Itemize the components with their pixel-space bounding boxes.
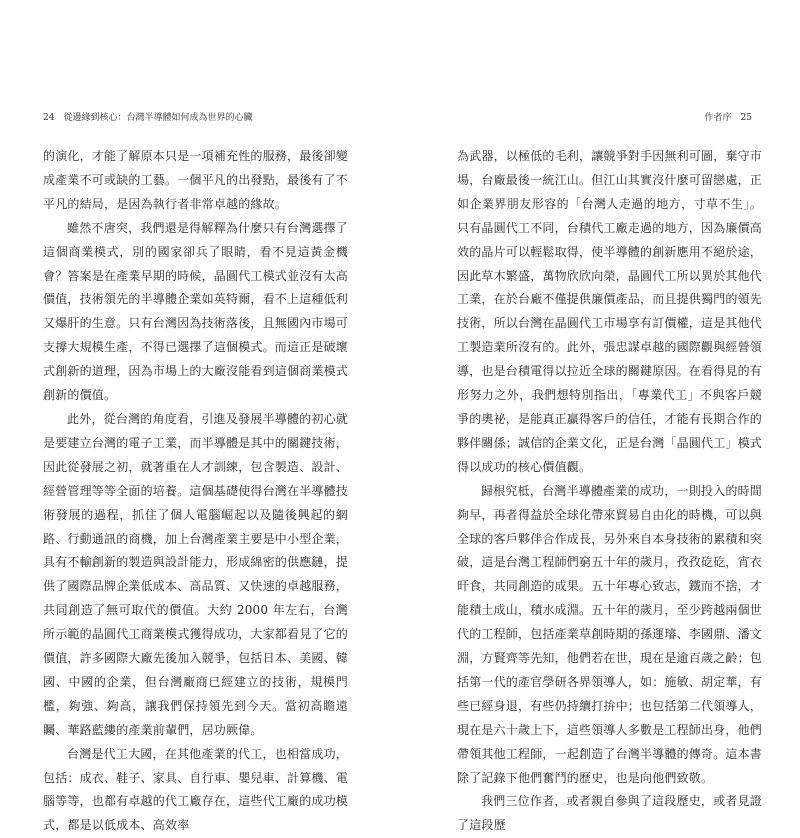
paragraph: 的演化，才能了解原本只是一項補充性的服務，最後卻變成產業不可或缺的工藝。一個平凡的出發點，最後有了不平凡的結局，是因為執行者非常卓越的緣故。 [43, 149, 349, 211]
left-page [0, 0, 400, 833]
right-page [400, 0, 800, 833]
left-page-body [43, 145, 348, 838]
right-page-body [457, 145, 762, 838]
paragraph: 為武器，以極低的毛利，讓競爭對手因無利可圖，棄守市場，台廠最後一統江山。但江山其實沒什麼可留戀處，正如企業界朋友形容的「台灣人走過的地方，寸草不生」。只有晶圓代工不同，台積代工廠走過的地方，因為廉價高效的晶片可以輕鬆取得，使半導體的創新應用不絕於途，因此草木繁盛，萬物欣欣向榮，晶圓代工所以異於其他代工業，在於台廠不僅提供廉價產品，而且提供獨門的領先技術，所以台灣在晶圓代工市場享有訂價權，這是其他代工製造業所沒有的。此外，張忠謀卓越的國際觀與經營領導，也是台積電得以拉近全球的關鍵原因。在看得見的有形努力之外，我們想特別指出，「專業代工」不與客戶競爭的奧祕，是能真正贏得客戶的信任，才能有長期合作的夥伴關係；誠信的企業文化，正是台灣「晶圓代工」模式得以成功的核心價值觀。 [457, 149, 763, 474]
paragraph: 此外，從台灣的角度看，引進及發展半導體的初心就是要建立台灣的電子工業，而半導體是其中的關鍵技術，因此從發展之初，就著重在人才訓練，包含製造、設計、經營管理等等全面的培養。這個基礎使得台灣在半導體技術發展的過程，抓住了個人電腦崛起以及隨後興起的網路、行動通訊的商機，加上台灣產業主要是中小型企業，具有不輸創新的製造與設計能力，形成綿密的供應鏈，提供了國際品牌企業低成本、高品質、又快速的卓越服務，共同創造了無可取代的價值。大約 2000 年左右，台灣所示範的晶圓代工商業模式獲得成功，大家都看見了它的價值，許多國際大廠先後加入競爭，包括日本、美國、韓國、中國的企業，但台灣廠商已經建立的技術，規模門檻，夠強、夠高，讓我們保持領先到今天。當初高瞻遠矚、華路藍縷的產業前輩們，居功厥偉。 [43, 411, 349, 737]
paragraph: 我們三位作者，或者親自參與了這段歷史，或者見證了這段歷 [457, 794, 762, 833]
running-header-left: 24 從邊緣到核心：台灣半導體如何成為世界的心臟 [43, 113, 253, 123]
running-header-right: 作者序 25 [704, 113, 752, 123]
paragraph: 台灣是代工大國，在其他產業的代工，也相當成功，包括：成衣、鞋子、家具、自行車、嬰兒車、計算機、電腦等等，也都有卓越的代工廠存在，這些代工廠的成功模式，都是以低成本、高效率 [43, 746, 349, 833]
paragraph: 雖然不唐突，我們還是得解釋為什麼只有台灣選擇了這個商業模式，別的國家卻兵了眼睛，看不見這黃金機會？答案是在產業早期的時候，晶圓代工模式並沒有太高價值，技術領先的半導體企業如英特爾，看不上這種低利又爆肝的生意。只有台灣因為技術落後，且無國內市場可支撐大規模生產，不得已選擇了這個模式。而這正是破壞式創新的道理，因為市場上的大廠沒能看到這個商業模式創新的價值。 [43, 220, 349, 403]
paragraph: 歸根究柢，台灣半導體產業的成功，一則投入的時間夠早，再者得益於全球化帶來貿易自由化的時機，可以與全球的客戶夥伴合作成長，另外來自本身技術的累積和突破，這是台灣工程師們窮五十年的歲月，孜孜矻矻，宵衣旰食，共同創造的成果。五十年專心致志，鐵而不捨，才能積土成山，積水成淵。五十年的歲月，至少跨越兩個世代的工程師，包括產業草創時期的孫運璿、李國鼎、潘文淵，方賢齊等先知，他們若在世，現在是逾百歲之齡；包括第一代的產官學研各界領導人，如：施敏、胡定華，有些已經身退，有些仍持續打拚中；也包括第二代領導人，現在是六十歲上下，這些領導人多數是工程師出身，他們帶領其他工程師，一起創造了台灣半導體的傳奇。這本書除了記錄下他們奮鬥的歷史，也是向他們致敬。 [457, 483, 763, 785]
